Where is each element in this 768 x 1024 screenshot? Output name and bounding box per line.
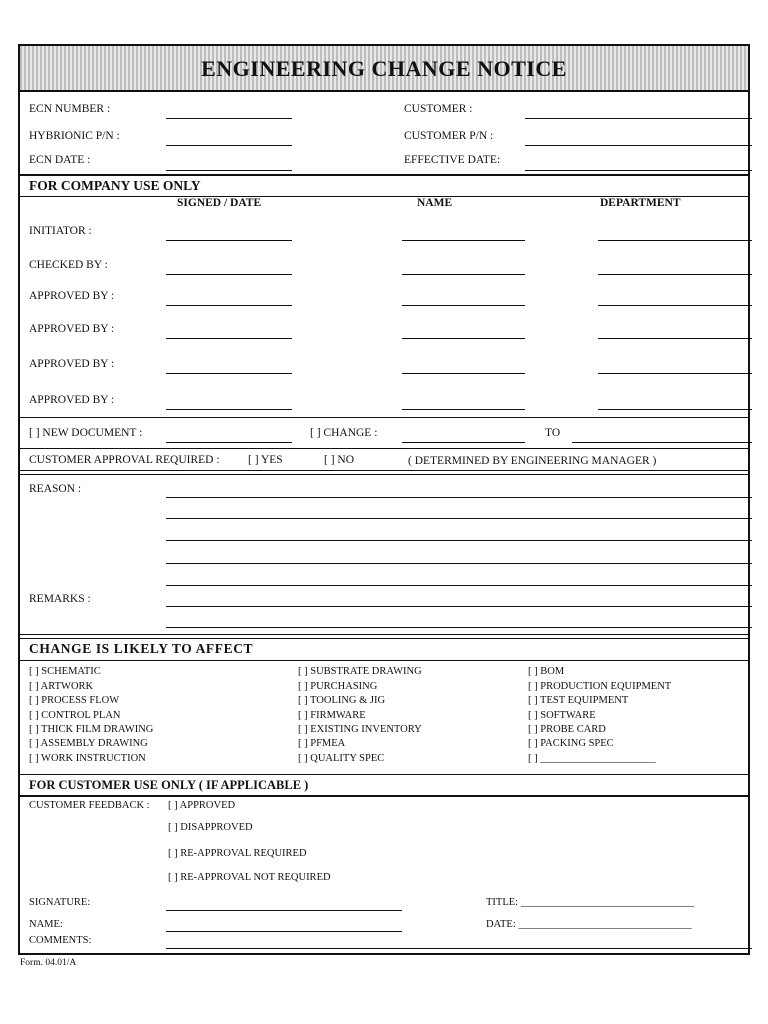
affect-checkbox[interactable]: [ ] PURCHASING	[298, 681, 378, 692]
customer-feedback-label: CUSTOMER FEEDBACK :	[29, 800, 150, 811]
comments-label: COMMENTS:	[29, 935, 92, 946]
affect-checkbox[interactable]: [ ] BOM	[528, 666, 565, 677]
customer-field[interactable]	[525, 118, 752, 119]
form-number: Form. 04.01/A	[20, 958, 77, 968]
affect-checkbox[interactable]: [ ] PFMEA	[298, 738, 346, 749]
remarks-label: REMARKS :	[29, 593, 91, 605]
name-field[interactable]	[166, 931, 402, 932]
approved-by-signed-field[interactable]	[166, 338, 292, 339]
affect-checkbox[interactable]: [ ] ______________________	[528, 753, 656, 764]
affect-checkbox[interactable]: [ ] PROCESS FLOW	[29, 695, 120, 706]
approved-by-department-field[interactable]	[598, 409, 752, 410]
reason-line[interactable]	[166, 497, 752, 498]
name-label: NAME:	[29, 919, 63, 930]
affect-checkbox[interactable]: [ ] CONTROL PLAN	[29, 710, 121, 721]
ecn-form	[18, 44, 750, 955]
feedback-approved-checkbox[interactable]: [ ] APPROVED	[168, 800, 236, 811]
initiator-department-field[interactable]	[598, 240, 752, 241]
affect-checkbox[interactable]: [ ] PRODUCTION EQUIPMENT	[528, 681, 672, 692]
reason-line[interactable]	[166, 518, 752, 519]
affect-checkbox[interactable]: [ ] THICK FILM DRAWING	[29, 724, 154, 735]
feedback-reapproval-required-checkbox[interactable]: [ ] RE-APPROVAL REQUIRED	[168, 848, 307, 859]
approved-by-name-field[interactable]	[402, 305, 525, 306]
hybrionic-pn-field[interactable]	[166, 145, 292, 146]
checked-by-signed-field[interactable]	[166, 274, 292, 275]
department-header: DEPARTMENT	[600, 197, 681, 209]
feedback-reapproval-not-required-checkbox[interactable]: [ ] RE-APPROVAL NOT REQUIRED	[168, 872, 331, 883]
divider	[20, 774, 748, 775]
affect-checkbox[interactable]: [ ] WORK INSTRUCTION	[29, 753, 146, 764]
checked-by-department-field[interactable]	[598, 274, 752, 275]
affect-section-heading: CHANGE IS LIKELY TO AFFECT	[29, 641, 254, 656]
customer-pn-field[interactable]	[525, 145, 752, 146]
divider	[20, 174, 748, 176]
approved-by-label: APPROVED BY :	[29, 323, 115, 335]
approved-by-department-field[interactable]	[598, 338, 752, 339]
reason-label: REASON :	[29, 483, 82, 495]
comments-field[interactable]	[166, 948, 752, 949]
divider	[20, 470, 748, 471]
affect-checkbox[interactable]: [ ] SCHEMATIC	[29, 666, 101, 677]
to-label: TO	[545, 427, 561, 439]
affect-checkbox[interactable]: [ ] SOFTWARE	[528, 710, 596, 721]
change-checkbox[interactable]: [ ] CHANGE :	[310, 427, 378, 439]
affect-checkbox[interactable]: [ ] PROBE CARD	[528, 724, 606, 735]
new-document-checkbox[interactable]: [ ] NEW DOCUMENT :	[29, 427, 143, 439]
divider	[20, 448, 748, 449]
effective-date-label: EFFECTIVE DATE:	[404, 154, 501, 166]
divider	[20, 474, 748, 475]
affect-checkbox[interactable]: [ ] SUBSTRATE DRAWING	[298, 666, 422, 677]
approval-yes-checkbox[interactable]: [ ] YES	[248, 454, 283, 466]
remarks-line[interactable]	[166, 606, 752, 607]
affect-checkbox[interactable]: [ ] FIRMWARE	[298, 710, 366, 721]
new-document-field[interactable]	[166, 442, 292, 443]
signature-field[interactable]	[166, 910, 402, 911]
initiator-label: INITIATOR :	[29, 225, 92, 237]
approved-by-signed-field[interactable]	[166, 409, 292, 410]
name-header: NAME	[417, 197, 453, 209]
reason-line[interactable]	[166, 585, 752, 586]
approved-by-department-field[interactable]	[598, 373, 752, 374]
affect-checkbox[interactable]: [ ] ASSEMBLY DRAWING	[29, 738, 148, 749]
customer-pn-label: CUSTOMER P/N :	[404, 130, 494, 142]
approved-by-label: APPROVED BY :	[29, 290, 115, 302]
effective-date-field[interactable]	[525, 170, 752, 171]
approved-by-department-field[interactable]	[598, 305, 752, 306]
date-field[interactable]: DATE: _________________________________	[486, 919, 692, 930]
approved-by-name-field[interactable]	[402, 338, 525, 339]
approval-no-checkbox[interactable]: [ ] NO	[324, 454, 355, 466]
ecn-number-field[interactable]	[166, 118, 292, 119]
affect-checkbox[interactable]: [ ] EXISTING INVENTORY	[298, 724, 422, 735]
divider	[20, 638, 748, 639]
divider	[20, 417, 748, 418]
divider	[20, 795, 748, 797]
affect-checkbox[interactable]: [ ] QUALITY SPEC	[298, 753, 385, 764]
ecn-date-label: ECN DATE :	[29, 154, 91, 166]
remarks-line[interactable]	[166, 627, 752, 628]
approval-note: ( DETERMINED BY ENGINEERING MANAGER )	[408, 455, 657, 467]
title-field[interactable]: TITLE: _________________________________	[486, 897, 694, 908]
ecn-number-label: ECN NUMBER :	[29, 103, 111, 115]
customer-section-heading: FOR CUSTOMER USE ONLY ( IF APPLICABLE )	[29, 778, 309, 792]
customer-approval-label: CUSTOMER APPROVAL REQUIRED :	[29, 454, 220, 466]
reason-line[interactable]	[166, 563, 752, 564]
approved-by-name-field[interactable]	[402, 409, 525, 410]
checked-by-name-field[interactable]	[402, 274, 525, 275]
divider	[20, 634, 748, 635]
reason-line[interactable]	[166, 540, 752, 541]
feedback-disapproved-checkbox[interactable]: [ ] DISAPPROVED	[168, 822, 253, 833]
approved-by-label: APPROVED BY :	[29, 394, 115, 406]
signature-label: SIGNATURE:	[29, 897, 91, 908]
initiator-name-field[interactable]	[402, 240, 525, 241]
company-section-heading: FOR COMPANY USE ONLY	[29, 178, 201, 193]
title-band	[20, 46, 748, 92]
approved-by-name-field[interactable]	[402, 373, 525, 374]
affect-checkbox[interactable]: [ ] ARTWORK	[29, 681, 94, 692]
approved-by-signed-field[interactable]	[166, 373, 292, 374]
affect-checkbox[interactable]: [ ] TEST EQUIPMENT	[528, 695, 629, 706]
ecn-date-field[interactable]	[166, 170, 292, 171]
approved-by-label: APPROVED BY :	[29, 358, 115, 370]
affect-checkbox[interactable]: [ ] PACKING SPEC	[528, 738, 614, 749]
form-title: ENGINEERING CHANGE NOTICE	[201, 56, 567, 81]
approved-by-signed-field[interactable]	[166, 305, 292, 306]
change-from-field[interactable]	[402, 442, 525, 443]
divider	[20, 660, 748, 661]
initiator-signed-field[interactable]	[166, 240, 292, 241]
affect-checkbox[interactable]: [ ] TOOLING & JIG	[298, 695, 386, 706]
change-to-field[interactable]	[572, 442, 752, 443]
hybrionic-pn-label: HYBRIONIC P/N :	[29, 130, 120, 142]
signed-date-header: SIGNED / DATE	[177, 197, 262, 209]
checked-by-label: CHECKED BY :	[29, 259, 108, 271]
customer-label: CUSTOMER :	[404, 103, 473, 115]
